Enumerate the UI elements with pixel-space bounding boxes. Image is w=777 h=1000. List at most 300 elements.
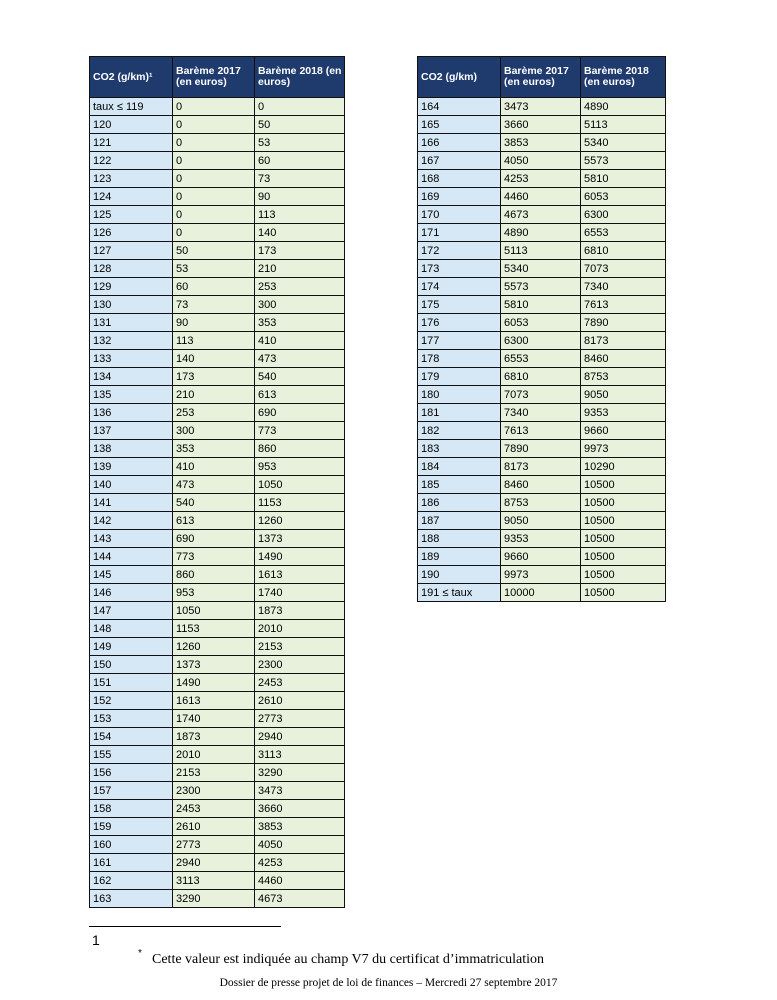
table-row [90, 170, 345, 188]
bareme-2017-cell: 2010 [173, 746, 255, 764]
bareme-2018-cell: 1153 [255, 494, 345, 512]
table-body [90, 98, 345, 908]
bareme-2018-cell: 8173 [581, 332, 666, 350]
table-row [90, 890, 345, 908]
bareme-2018-cell: 10290 [581, 458, 666, 476]
co2-cell: 169 [418, 188, 501, 206]
bareme-2017-cell: 1260 [173, 638, 255, 656]
co2-cell: 166 [418, 134, 501, 152]
bareme-2017-cell: 0 [173, 206, 255, 224]
bareme-2017-cell: 50 [173, 242, 255, 260]
bareme-2018-cell: 2773 [255, 710, 345, 728]
bareme-2018-cell: 4050 [255, 836, 345, 854]
co2-cell: 154 [90, 728, 173, 746]
co2-cell: 135 [90, 386, 173, 404]
table-row [418, 368, 666, 386]
bareme-2018-cell: 10500 [581, 548, 666, 566]
table-row [90, 800, 345, 818]
bareme-2018-cell: 3853 [255, 818, 345, 836]
bareme-2018-cell: 3660 [255, 800, 345, 818]
table-row [90, 350, 345, 368]
bareme-2018-cell: 4673 [255, 890, 345, 908]
table-row [90, 296, 345, 314]
bareme-2018-cell: 4460 [255, 872, 345, 890]
bareme-2018-cell: 173 [255, 242, 345, 260]
bareme-2017-cell: 5810 [501, 296, 581, 314]
bareme-2017-cell: 6553 [501, 350, 581, 368]
bareme-2017-cell: 5573 [501, 278, 581, 296]
co2-cell: 137 [90, 422, 173, 440]
table-row [90, 386, 345, 404]
co2-cell: 179 [418, 368, 501, 386]
bareme-2018-cell: 10500 [581, 530, 666, 548]
bareme-2018-cell: 1613 [255, 566, 345, 584]
co2-cell: 138 [90, 440, 173, 458]
bareme-2017-cell: 3853 [501, 134, 581, 152]
bareme-2017-cell: 410 [173, 458, 255, 476]
footnote-mark: * [138, 948, 142, 959]
co2-tax-table-right [417, 56, 666, 602]
co2-cell: 176 [418, 314, 501, 332]
co2-cell: 150 [90, 656, 173, 674]
bareme-2018-cell: 10500 [581, 476, 666, 494]
bareme-2017-cell: 9973 [501, 566, 581, 584]
co2-cell: 129 [90, 278, 173, 296]
co2-cell: 143 [90, 530, 173, 548]
table-row [418, 386, 666, 404]
table-row [418, 242, 666, 260]
co2-tax-table-left [89, 56, 345, 908]
co2-cell: 163 [90, 890, 173, 908]
bareme-2018-cell: 5573 [581, 152, 666, 170]
bareme-2018-cell: 473 [255, 350, 345, 368]
table-row [418, 224, 666, 242]
bareme-2018-cell: 9660 [581, 422, 666, 440]
table-row [90, 818, 345, 836]
bareme-2018-cell: 1260 [255, 512, 345, 530]
co2-cell: 144 [90, 548, 173, 566]
table-row [418, 188, 666, 206]
bareme-2018-cell: 1873 [255, 602, 345, 620]
bareme-2018-cell: 540 [255, 368, 345, 386]
bareme-2017-cell: 4253 [501, 170, 581, 188]
table-row [418, 350, 666, 368]
table-row [418, 584, 666, 602]
bareme-2017-cell: 3473 [501, 98, 581, 116]
bareme-2018-cell: 4890 [581, 98, 666, 116]
table-row [90, 116, 345, 134]
co2-cell: 181 [418, 404, 501, 422]
bareme-2017-cell: 140 [173, 350, 255, 368]
bareme-2017-cell: 0 [173, 188, 255, 206]
bareme-2018-cell: 2453 [255, 674, 345, 692]
bareme-2017-cell: 8460 [501, 476, 581, 494]
header-co2: CO2 (g/km)¹ [90, 57, 173, 98]
co2-cell: 127 [90, 242, 173, 260]
table-row [90, 260, 345, 278]
bareme-2018-cell: 1050 [255, 476, 345, 494]
bareme-2018-cell: 2940 [255, 728, 345, 746]
table-row [418, 152, 666, 170]
table-row [90, 440, 345, 458]
co2-cell: 184 [418, 458, 501, 476]
table-row [418, 170, 666, 188]
bareme-2017-cell: 7340 [501, 404, 581, 422]
bareme-2017-cell: 3113 [173, 872, 255, 890]
bareme-2017-cell: 0 [173, 134, 255, 152]
bareme-2018-cell: 6053 [581, 188, 666, 206]
bareme-2018-cell: 5810 [581, 170, 666, 188]
bareme-2017-cell: 173 [173, 368, 255, 386]
table-row [90, 710, 345, 728]
co2-cell: 183 [418, 440, 501, 458]
bareme-2017-cell: 4890 [501, 224, 581, 242]
bareme-2017-cell: 2940 [173, 854, 255, 872]
bareme-2017-cell: 300 [173, 422, 255, 440]
bareme-2018-cell: 3113 [255, 746, 345, 764]
bareme-2018-cell: 2300 [255, 656, 345, 674]
bareme-2017-cell: 613 [173, 512, 255, 530]
bareme-2017-cell: 10000 [501, 584, 581, 602]
co2-cell: 120 [90, 116, 173, 134]
bareme-2017-cell: 353 [173, 440, 255, 458]
table-row [90, 278, 345, 296]
bareme-2017-cell: 5340 [501, 260, 581, 278]
bareme-2018-cell: 4253 [255, 854, 345, 872]
table-row [90, 530, 345, 548]
bareme-2018-cell: 690 [255, 404, 345, 422]
bareme-2018-cell: 210 [255, 260, 345, 278]
table-row [90, 134, 345, 152]
co2-cell: 130 [90, 296, 173, 314]
table-header-row [418, 57, 666, 98]
table-row [90, 404, 345, 422]
table-row [418, 260, 666, 278]
table-row [90, 152, 345, 170]
bareme-2017-cell: 53 [173, 260, 255, 278]
bareme-2018-cell: 10500 [581, 494, 666, 512]
bareme-2018-cell: 0 [255, 98, 345, 116]
bareme-2017-cell: 0 [173, 98, 255, 116]
co2-cell: 122 [90, 152, 173, 170]
bareme-2018-cell: 3290 [255, 764, 345, 782]
table-row [418, 116, 666, 134]
co2-cell: 182 [418, 422, 501, 440]
table-row [90, 620, 345, 638]
co2-cell: 148 [90, 620, 173, 638]
bareme-2018-cell: 2153 [255, 638, 345, 656]
bareme-2018-cell: 1490 [255, 548, 345, 566]
co2-cell: 152 [90, 692, 173, 710]
table-row [418, 206, 666, 224]
co2-cell: 140 [90, 476, 173, 494]
co2-cell: 175 [418, 296, 501, 314]
bareme-2017-cell: 1153 [173, 620, 255, 638]
table-row [90, 638, 345, 656]
table-row [90, 494, 345, 512]
co2-cell: 187 [418, 512, 501, 530]
table-row [418, 494, 666, 512]
bareme-2017-cell: 210 [173, 386, 255, 404]
page-footer: Dossier de presse projet de loi de finances – Mercredi 27 septembre 2017 [219, 977, 558, 989]
header-bareme-2018: Barème 2018 (en euros) [581, 57, 666, 98]
bareme-2017-cell: 5113 [501, 242, 581, 260]
bareme-2017-cell: 9353 [501, 530, 581, 548]
table-row [90, 206, 345, 224]
table-row [90, 224, 345, 242]
bareme-2018-cell: 5113 [581, 116, 666, 134]
bareme-2018-cell: 140 [255, 224, 345, 242]
bareme-2018-cell: 60 [255, 152, 345, 170]
co2-cell: 147 [90, 602, 173, 620]
bareme-2018-cell: 113 [255, 206, 345, 224]
bareme-2018-cell: 8460 [581, 350, 666, 368]
bareme-2017-cell: 773 [173, 548, 255, 566]
table-row [90, 548, 345, 566]
co2-cell: 162 [90, 872, 173, 890]
bareme-2017-cell: 953 [173, 584, 255, 602]
table-row [90, 764, 345, 782]
co2-cell: 188 [418, 530, 501, 548]
bareme-2018-cell: 50 [255, 116, 345, 134]
header-bareme-2018: Barème 2018 (en euros) [255, 57, 345, 98]
bareme-2018-cell: 6300 [581, 206, 666, 224]
table-body [418, 98, 666, 602]
table-row [418, 548, 666, 566]
table-row [90, 602, 345, 620]
table-row [418, 566, 666, 584]
table-row [418, 476, 666, 494]
bareme-2017-cell: 1613 [173, 692, 255, 710]
co2-cell: 171 [418, 224, 501, 242]
bareme-2018-cell: 10500 [581, 512, 666, 530]
table-row [90, 242, 345, 260]
co2-cell: 174 [418, 278, 501, 296]
co2-cell: 170 [418, 206, 501, 224]
co2-cell: 157 [90, 782, 173, 800]
co2-cell: 164 [418, 98, 501, 116]
co2-cell: 159 [90, 818, 173, 836]
co2-cell: 167 [418, 152, 501, 170]
table-row [418, 422, 666, 440]
bareme-2017-cell: 7073 [501, 386, 581, 404]
table-row [418, 440, 666, 458]
co2-cell: 145 [90, 566, 173, 584]
bareme-2017-cell: 860 [173, 566, 255, 584]
bareme-2018-cell: 5340 [581, 134, 666, 152]
bareme-2018-cell: 2610 [255, 692, 345, 710]
co2-cell: 133 [90, 350, 173, 368]
table-row [418, 278, 666, 296]
bareme-2017-cell: 1873 [173, 728, 255, 746]
co2-cell: 185 [418, 476, 501, 494]
bareme-2017-cell: 1373 [173, 656, 255, 674]
footnote-divider [89, 926, 281, 927]
bareme-2017-cell: 473 [173, 476, 255, 494]
table-row [90, 332, 345, 350]
table-row [90, 314, 345, 332]
co2-cell: 139 [90, 458, 173, 476]
co2-cell: 131 [90, 314, 173, 332]
bareme-2018-cell: 613 [255, 386, 345, 404]
bareme-2017-cell: 6300 [501, 332, 581, 350]
bareme-2017-cell: 0 [173, 170, 255, 188]
bareme-2017-cell: 1740 [173, 710, 255, 728]
bareme-2017-cell: 540 [173, 494, 255, 512]
bareme-2017-cell: 4460 [501, 188, 581, 206]
bareme-2017-cell: 9050 [501, 512, 581, 530]
co2-cell: 126 [90, 224, 173, 242]
co2-cell: 155 [90, 746, 173, 764]
table-row [90, 422, 345, 440]
bareme-2018-cell: 300 [255, 296, 345, 314]
bareme-2018-cell: 1373 [255, 530, 345, 548]
bareme-2017-cell: 7890 [501, 440, 581, 458]
co2-cell: 186 [418, 494, 501, 512]
table-row [418, 512, 666, 530]
co2-cell: 134 [90, 368, 173, 386]
header-co2: CO2 (g/km) [418, 57, 501, 98]
table-row [90, 566, 345, 584]
co2-cell: 158 [90, 800, 173, 818]
bareme-2018-cell: 9353 [581, 404, 666, 422]
bareme-2017-cell: 73 [173, 296, 255, 314]
bareme-2018-cell: 773 [255, 422, 345, 440]
bareme-2018-cell: 7613 [581, 296, 666, 314]
bareme-2017-cell: 8173 [501, 458, 581, 476]
co2-cell: 173 [418, 260, 501, 278]
bareme-2018-cell: 8753 [581, 368, 666, 386]
bareme-2017-cell: 0 [173, 224, 255, 242]
co2-cell: taux ≤ 119 [90, 98, 173, 116]
co2-cell: 149 [90, 638, 173, 656]
bareme-2018-cell: 6553 [581, 224, 666, 242]
table-row [418, 98, 666, 116]
bareme-2018-cell: 6810 [581, 242, 666, 260]
bareme-2017-cell: 0 [173, 116, 255, 134]
header-bareme-2017: Barème 2017 (en euros) [501, 57, 581, 98]
table-row [90, 584, 345, 602]
table-row [418, 296, 666, 314]
bareme-2018-cell: 3473 [255, 782, 345, 800]
bareme-2018-cell: 10500 [581, 566, 666, 584]
bareme-2017-cell: 2773 [173, 836, 255, 854]
bareme-2018-cell: 9050 [581, 386, 666, 404]
bareme-2018-cell: 73 [255, 170, 345, 188]
co2-cell: 191 ≤ taux [418, 584, 501, 602]
co2-cell: 180 [418, 386, 501, 404]
bareme-2018-cell: 7890 [581, 314, 666, 332]
co2-cell: 141 [90, 494, 173, 512]
table-row [90, 512, 345, 530]
bareme-2017-cell: 4050 [501, 152, 581, 170]
table-row [90, 854, 345, 872]
bareme-2018-cell: 53 [255, 134, 345, 152]
bareme-2018-cell: 7073 [581, 260, 666, 278]
bareme-2017-cell: 3290 [173, 890, 255, 908]
bareme-2017-cell: 690 [173, 530, 255, 548]
bareme-2017-cell: 2153 [173, 764, 255, 782]
bareme-2017-cell: 1050 [173, 602, 255, 620]
co2-cell: 160 [90, 836, 173, 854]
co2-cell: 125 [90, 206, 173, 224]
bareme-2017-cell: 3660 [501, 116, 581, 134]
bareme-2018-cell: 410 [255, 332, 345, 350]
table-row [90, 782, 345, 800]
co2-cell: 146 [90, 584, 173, 602]
bareme-2018-cell: 953 [255, 458, 345, 476]
bareme-2017-cell: 2453 [173, 800, 255, 818]
table-row [418, 458, 666, 476]
bareme-2017-cell: 9660 [501, 548, 581, 566]
co2-cell: 189 [418, 548, 501, 566]
bareme-2018-cell: 7340 [581, 278, 666, 296]
co2-cell: 142 [90, 512, 173, 530]
bareme-2017-cell: 7613 [501, 422, 581, 440]
footnote-number: 1 [92, 932, 100, 948]
table-row [90, 476, 345, 494]
bareme-2017-cell: 60 [173, 278, 255, 296]
table-row [90, 458, 345, 476]
bareme-2017-cell: 113 [173, 332, 255, 350]
bareme-2017-cell: 253 [173, 404, 255, 422]
table-row [418, 314, 666, 332]
bareme-2017-cell: 4673 [501, 206, 581, 224]
bareme-2018-cell: 860 [255, 440, 345, 458]
bareme-2017-cell: 2300 [173, 782, 255, 800]
bareme-2017-cell: 6053 [501, 314, 581, 332]
co2-cell: 151 [90, 674, 173, 692]
co2-cell: 128 [90, 260, 173, 278]
table-row [418, 134, 666, 152]
table-row [90, 728, 345, 746]
footnote-text: Cette valeur est indiquée au champ V7 du certificat d’immatriculation [152, 952, 544, 967]
table-row [90, 98, 345, 116]
co2-cell: 178 [418, 350, 501, 368]
co2-cell: 124 [90, 188, 173, 206]
co2-cell: 161 [90, 854, 173, 872]
co2-cell: 156 [90, 764, 173, 782]
bareme-2018-cell: 90 [255, 188, 345, 206]
co2-cell: 177 [418, 332, 501, 350]
bareme-2017-cell: 6810 [501, 368, 581, 386]
bareme-2017-cell: 8753 [501, 494, 581, 512]
co2-cell: 190 [418, 566, 501, 584]
table-row [418, 530, 666, 548]
bareme-2017-cell: 90 [173, 314, 255, 332]
table-row [90, 674, 345, 692]
table-row [90, 836, 345, 854]
table-row [90, 368, 345, 386]
header-bareme-2017: Barème 2017 (en euros) [173, 57, 255, 98]
table-row [90, 692, 345, 710]
bareme-2018-cell: 353 [255, 314, 345, 332]
bareme-2018-cell: 1740 [255, 584, 345, 602]
bareme-2017-cell: 0 [173, 152, 255, 170]
co2-cell: 153 [90, 710, 173, 728]
co2-cell: 121 [90, 134, 173, 152]
bareme-2018-cell: 9973 [581, 440, 666, 458]
bareme-2017-cell: 1490 [173, 674, 255, 692]
co2-cell: 172 [418, 242, 501, 260]
bareme-2018-cell: 10500 [581, 584, 666, 602]
co2-cell: 136 [90, 404, 173, 422]
table-row [90, 656, 345, 674]
co2-cell: 165 [418, 116, 501, 134]
co2-cell: 123 [90, 170, 173, 188]
table-row [90, 746, 345, 764]
bareme-2017-cell: 2610 [173, 818, 255, 836]
